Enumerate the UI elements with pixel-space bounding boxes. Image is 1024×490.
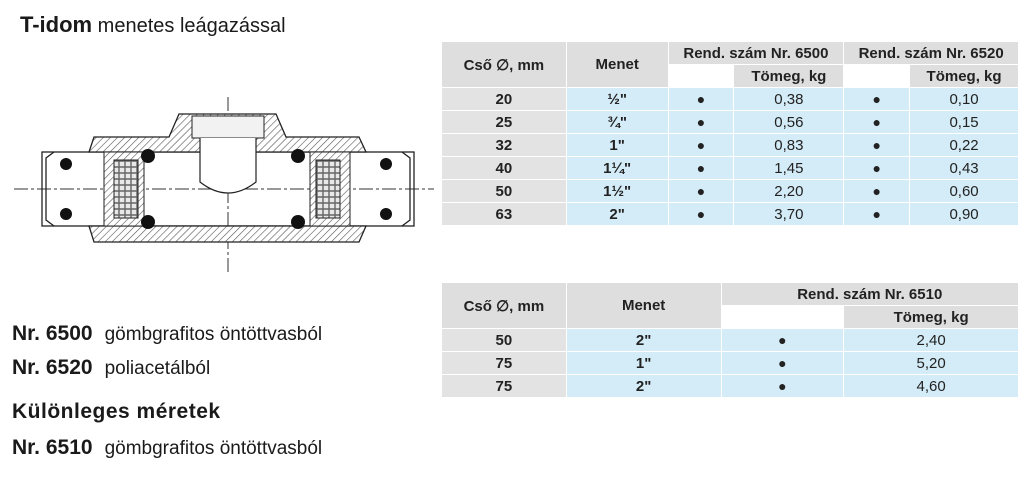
header-weight-6500: Tömeg, kg bbox=[734, 65, 844, 88]
table-row bbox=[442, 88, 1019, 111]
cell-wb: 0,22 bbox=[910, 134, 1019, 157]
cell-w: 5,20 bbox=[844, 352, 1019, 375]
header-nr-6500: Rend. szám Nr. 6500 bbox=[668, 42, 844, 65]
table-standard-sizes bbox=[441, 41, 1019, 226]
cell-d: 75 bbox=[442, 352, 567, 375]
cell-b: ● bbox=[844, 157, 910, 180]
cell-w: 2,40 bbox=[844, 329, 1019, 352]
table-row bbox=[442, 352, 1019, 375]
special-heading: Különleges méretek bbox=[12, 400, 221, 423]
table-row bbox=[442, 375, 1019, 398]
cell-a: ● bbox=[668, 157, 734, 180]
cell-wa: 0,83 bbox=[734, 134, 844, 157]
cell-b: ● bbox=[844, 203, 910, 226]
cell-d: 40 bbox=[442, 157, 567, 180]
table-row bbox=[442, 157, 1019, 180]
cell-a: ● bbox=[668, 111, 734, 134]
cell-m: 2" bbox=[566, 203, 668, 226]
header-pipe-diameter-2: Cső ∅, mm bbox=[442, 283, 567, 329]
table-row bbox=[442, 329, 1019, 352]
cell-m: 1½" bbox=[566, 180, 668, 203]
cell-wb: 0,90 bbox=[910, 203, 1019, 226]
cell-m: ¾" bbox=[566, 111, 668, 134]
table-special-sizes bbox=[441, 282, 1019, 398]
cell-m: 2" bbox=[566, 329, 721, 352]
table-row bbox=[442, 203, 1019, 226]
title-rest: menetes leágazással bbox=[97, 15, 286, 37]
cell-d: 75 bbox=[442, 375, 567, 398]
cell-m: 1¼" bbox=[566, 157, 668, 180]
cell-m: 2" bbox=[566, 375, 721, 398]
cell-d: 63 bbox=[442, 203, 567, 226]
cell-wa: 0,56 bbox=[734, 111, 844, 134]
cell-wb: 0,43 bbox=[910, 157, 1019, 180]
cell-a: ● bbox=[721, 375, 844, 398]
cell-wb: 0,15 bbox=[910, 111, 1019, 134]
cell-w: 4,60 bbox=[844, 375, 1019, 398]
cell-d: 20 bbox=[442, 88, 567, 111]
cell-a: ● bbox=[721, 352, 844, 375]
cell-b: ● bbox=[844, 180, 910, 203]
header-thread-2: Menet bbox=[566, 283, 721, 329]
cell-b: ● bbox=[844, 88, 910, 111]
material-6510: Nr. 6510 gömbgrafitos öntöttvasból bbox=[12, 436, 323, 459]
cell-wa: 2,20 bbox=[734, 180, 844, 203]
cell-m: 1" bbox=[566, 134, 668, 157]
table-row bbox=[442, 180, 1019, 203]
header-pipe-diameter: Cső ∅, mm bbox=[442, 42, 567, 88]
cell-m: 1" bbox=[566, 352, 721, 375]
t-fitting-drawing bbox=[14, 92, 434, 277]
table-row bbox=[442, 134, 1019, 157]
cell-wb: 0,60 bbox=[910, 180, 1019, 203]
cell-wa: 0,38 bbox=[734, 88, 844, 111]
cell-a: ● bbox=[721, 329, 844, 352]
header-weight-6510: Tömeg, kg bbox=[844, 306, 1019, 329]
cell-a: ● bbox=[668, 180, 734, 203]
cell-d: 25 bbox=[442, 111, 567, 134]
header-nr-6520: Rend. szám Nr. 6520 bbox=[844, 42, 1019, 65]
cell-wa: 3,70 bbox=[734, 203, 844, 226]
cell-b: ● bbox=[844, 134, 910, 157]
cell-m: ½" bbox=[566, 88, 668, 111]
page-title bbox=[20, 12, 286, 38]
cell-d: 32 bbox=[442, 134, 567, 157]
cell-b: ● bbox=[844, 111, 910, 134]
title-bold: T-idom bbox=[20, 12, 93, 37]
cell-a: ● bbox=[668, 88, 734, 111]
material-6500: Nr. 6500 gömbgrafitos öntöttvasból bbox=[12, 322, 323, 345]
cell-a: ● bbox=[668, 134, 734, 157]
cell-wa: 1,45 bbox=[734, 157, 844, 180]
header-thread: Menet bbox=[566, 42, 668, 88]
cell-d: 50 bbox=[442, 180, 567, 203]
material-6520: Nr. 6520 poliacetálból bbox=[12, 356, 211, 379]
cell-wb: 0,10 bbox=[910, 88, 1019, 111]
header-nr-6510: Rend. szám Nr. 6510 bbox=[721, 283, 1018, 306]
cell-a: ● bbox=[668, 203, 734, 226]
table-row bbox=[442, 111, 1019, 134]
header-weight-6520: Tömeg, kg bbox=[910, 65, 1019, 88]
cell-d: 50 bbox=[442, 329, 567, 352]
